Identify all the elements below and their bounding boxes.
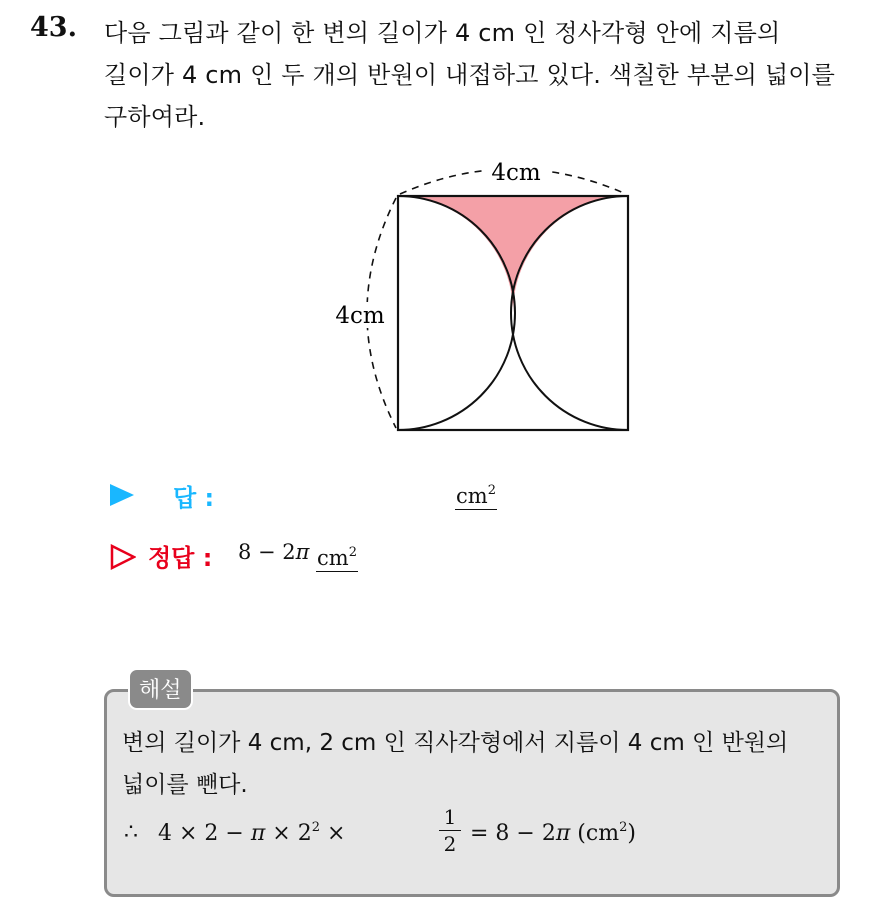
formula-exp-1: 2 xyxy=(311,820,321,835)
outline-triangle-icon xyxy=(110,544,136,570)
solution-tag: 해설 xyxy=(128,668,193,710)
left-dimension-label: 4cm xyxy=(335,303,385,329)
geometry-figure xyxy=(320,150,650,450)
correct-value-prefix: 8 − 2 xyxy=(238,540,296,564)
fraction-denominator: 2 xyxy=(443,832,457,856)
formula-part-4: = 8 − 2 xyxy=(470,821,556,846)
formula-exp-2: 2 xyxy=(619,820,628,835)
formula-pi-2: π xyxy=(555,821,571,846)
formula-part-2: × 2 xyxy=(265,821,312,846)
answer-blank[interactable] xyxy=(455,478,497,510)
question-line-2: 길이가 4 cm 인 두 개의 반원이 내접하고 있다. 색칠한 부분의 넓이를 xyxy=(104,61,835,89)
answer-row xyxy=(110,478,530,512)
formula-part-5: (cm xyxy=(570,821,620,846)
formula-pi-1: π xyxy=(250,821,266,846)
formula-part-1: 4 × 2 − xyxy=(158,821,251,846)
correct-answer-row xyxy=(110,538,530,578)
solution-line-1: 변의 길이가 4 cm, 2 cm 인 직사각형에서 지름이 4 cm 인 반원의 xyxy=(122,730,789,756)
solution-formula xyxy=(122,805,822,868)
solution-text xyxy=(122,722,832,806)
answer-label: 답 : xyxy=(173,484,215,512)
formula-fraction xyxy=(439,804,461,857)
question-line-3: 구하여라. xyxy=(104,103,206,131)
formula-left xyxy=(158,820,345,846)
formula-part-6: ) xyxy=(627,821,636,846)
correct-value-pi: π xyxy=(295,540,310,564)
correct-unit-exponent: 2 xyxy=(348,545,357,560)
top-dimension-label: 4cm xyxy=(491,160,541,186)
correct-unit-base: cm xyxy=(317,546,349,570)
play-arrow-icon xyxy=(110,484,134,506)
correct-answer-value xyxy=(238,540,309,564)
answer-unit: cm xyxy=(456,484,488,508)
question-number: 43. xyxy=(30,12,77,43)
fraction-numerator: 1 xyxy=(439,804,461,831)
correct-answer-unit xyxy=(316,540,358,572)
answer-unit-exponent: 2 xyxy=(487,483,496,498)
solution-line-2: 넓이를 뺀다. xyxy=(122,772,248,798)
figure-svg xyxy=(320,150,650,450)
formula-part-3: × xyxy=(320,821,346,846)
question-line-1: 다음 그림과 같이 한 변의 길이가 4 cm 인 정사각형 안에 지름의 xyxy=(104,19,781,47)
formula-right xyxy=(470,820,636,846)
therefore-symbol: ∴ xyxy=(124,820,138,845)
correct-answer-label: 정답 : xyxy=(148,544,213,572)
question-text xyxy=(104,12,864,138)
